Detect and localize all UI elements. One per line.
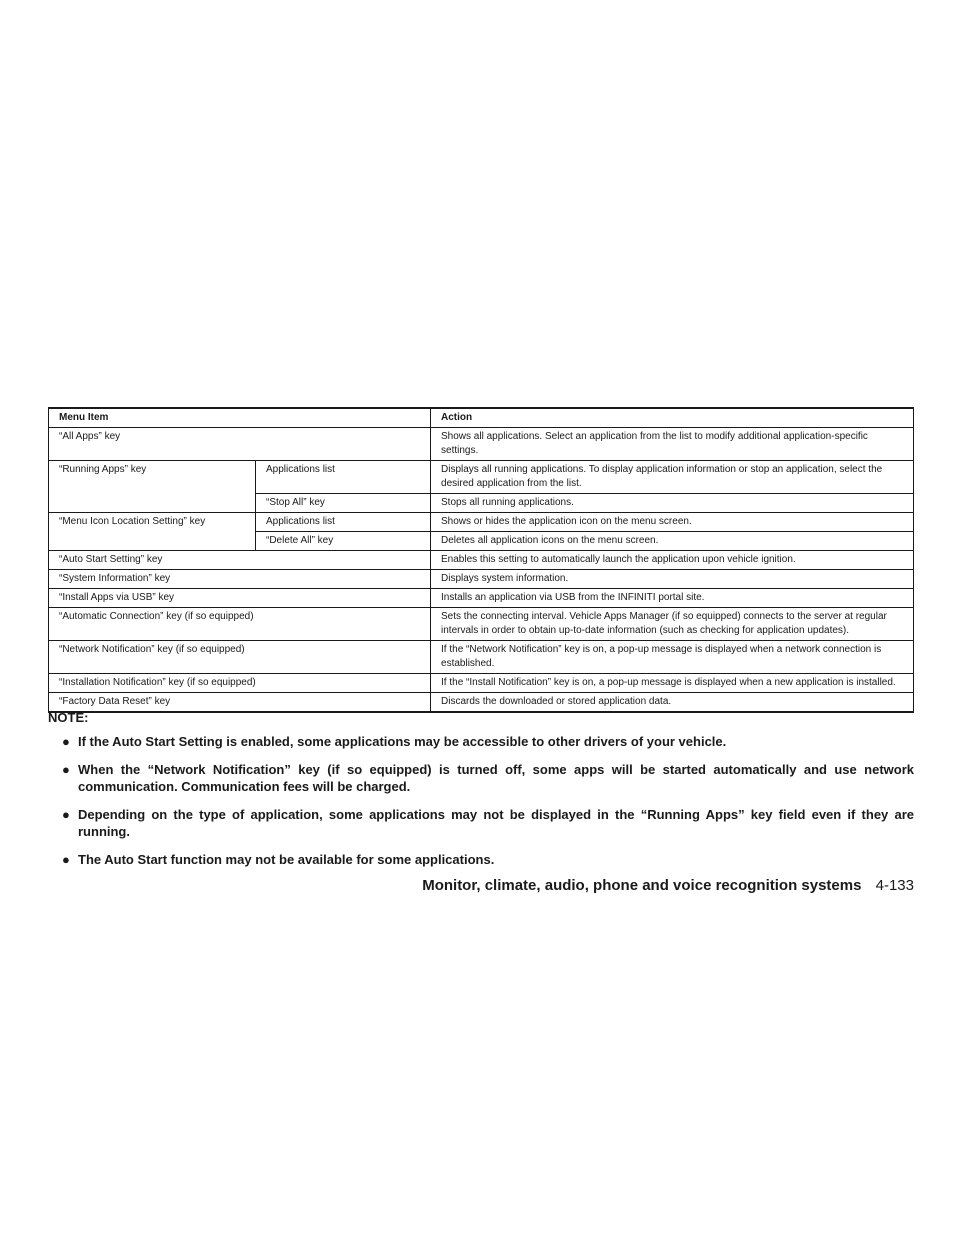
note-text: If the Auto Start Setting is enabled, some applications may be accessible to other drivers of your vehicle. [78, 734, 727, 749]
header-menu-item: Menu Item [49, 408, 431, 428]
header-action: Action [431, 408, 914, 428]
action-cell: Installs an application via USB from the INFINITI portal site. [431, 589, 914, 608]
list-item [48, 761, 914, 795]
action-cell: Deletes all application icons on the menu screen. [431, 532, 914, 551]
note-text: Depending on the type of application, some applications may not be displayed in the “Running Apps” key field even if they are running. [78, 807, 914, 839]
page-number: 4-133 [875, 877, 914, 894]
bullet-icon: ● [62, 852, 70, 867]
action-cell: Shows all applications. Select an application from the list to modify additional application-specific settings. [431, 428, 914, 461]
list-item [48, 851, 914, 868]
menu-item-cell: “Install Apps via USB” key [49, 589, 431, 608]
table-row [49, 551, 914, 570]
table-header-row [49, 408, 914, 428]
table-row [49, 428, 914, 461]
table-row [49, 674, 914, 693]
menu-item-cell: “Running Apps” key [49, 461, 256, 513]
table-row [49, 608, 914, 641]
sub-item-cell: Applications list [256, 513, 431, 532]
note-text: The Auto Start function may not be available for some applications. [78, 852, 495, 867]
action-cell: Displays all running applications. To display application information or stop an application, select the desired application from the list. [431, 461, 914, 494]
list-item [48, 806, 914, 840]
table-row [49, 570, 914, 589]
menu-item-cell: “System Information” key [49, 570, 431, 589]
note-section [48, 710, 914, 879]
section-title: Monitor, climate, audio, phone and voice recognition systems [422, 877, 862, 894]
action-cell: Shows or hides the application icon on the menu screen. [431, 513, 914, 532]
table-row [49, 461, 914, 494]
sub-item-cell: Applications list [256, 461, 431, 494]
sub-item-cell: “Stop All” key [256, 494, 431, 513]
menu-item-cell: “All Apps” key [49, 428, 431, 461]
action-cell: Stops all running applications. [431, 494, 914, 513]
action-cell: If the “Install Notification” key is on, a pop-up message is displayed when a new application is installed. [431, 674, 914, 693]
menu-item-cell: “Menu Icon Location Setting” key [49, 513, 256, 551]
action-cell: Displays system information. [431, 570, 914, 589]
note-title: NOTE: [48, 710, 89, 725]
menu-item-cell: “Network Notification” key (if so equipped) [49, 641, 431, 674]
table-row [49, 513, 914, 532]
menu-action-table [48, 407, 914, 713]
sub-item-cell: “Delete All” key [256, 532, 431, 551]
action-cell: Discards the downloaded or stored application data. [431, 693, 914, 713]
menu-action-table-container [48, 407, 913, 713]
bullet-icon: ● [62, 762, 70, 777]
table-row [49, 589, 914, 608]
action-cell: Enables this setting to automatically launch the application upon vehicle ignition. [431, 551, 914, 570]
menu-item-cell: “Auto Start Setting” key [49, 551, 431, 570]
action-cell: Sets the connecting interval. Vehicle Apps Manager (if so equipped) connects to the server at regular intervals in order to obtain up-to-date information (such as checking for application updates). [431, 608, 914, 641]
table-row [49, 641, 914, 674]
note-list [48, 733, 914, 868]
note-text: When the “Network Notification” key (if so equipped) is turned off, some apps will be started automatically and use network communication. Communication fees will be charged. [78, 762, 914, 794]
menu-item-cell: “Automatic Connection” key (if so equipped) [49, 608, 431, 641]
bullet-icon: ● [62, 734, 70, 749]
action-cell: If the “Network Notification” key is on, a pop-up message is displayed when a network connection is established. [431, 641, 914, 674]
menu-item-cell: “Factory Data Reset” key [49, 693, 431, 713]
menu-item-cell: “Installation Notification” key (if so equipped) [49, 674, 431, 693]
page-footer [422, 877, 914, 894]
list-item [48, 733, 914, 750]
bullet-icon: ● [62, 807, 70, 822]
